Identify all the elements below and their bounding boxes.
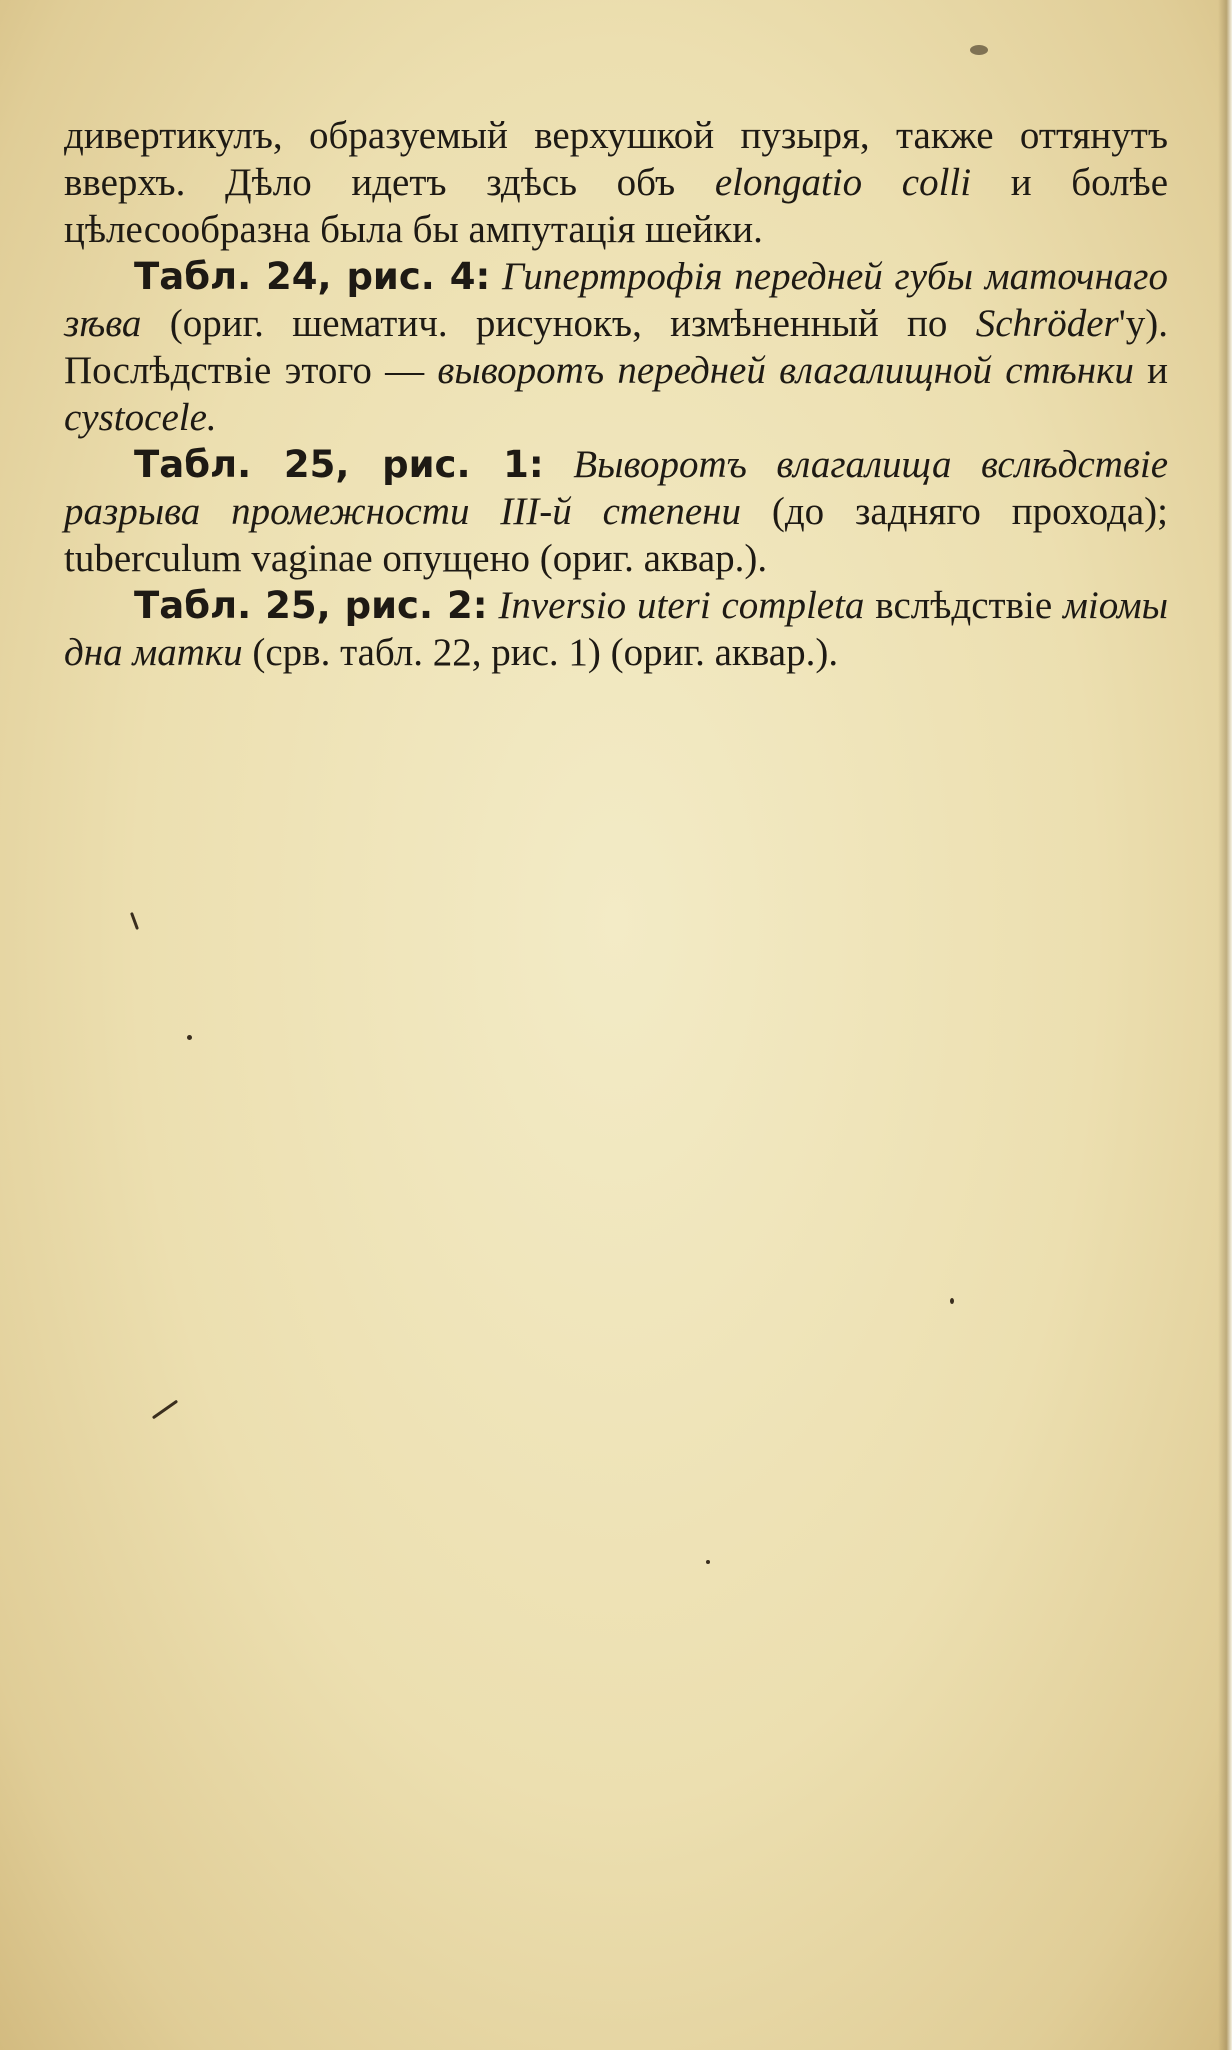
text-run: (до задняго прохода); tuberculum vaginae опущено (ориг. аквар.).: [64, 490, 1168, 580]
figure-label: Табл. 24, рис. 4:: [134, 255, 491, 298]
italic-term: Гипертрофія передней губы маточнаго зѣва: [64, 255, 1169, 345]
figure-label: Табл. 25, рис. 1:: [134, 443, 544, 486]
page-edge: [1218, 0, 1232, 2050]
italic-term: Выворотъ влагалища вслѣдствіе разрыва промежности III-й степени: [64, 443, 1169, 533]
paper-speck: [950, 1298, 954, 1304]
figure-label: Табл. 25, рис. 2:: [134, 584, 488, 627]
author-name: Schröder: [975, 302, 1119, 345]
paragraph-1: [64, 112, 1168, 253]
italic-term: выворотъ передней влагалищной стѣнки: [437, 349, 1134, 392]
latin-term: cystocele.: [64, 396, 217, 439]
paper-speck: [130, 912, 139, 930]
text-run: и: [1133, 349, 1169, 392]
text-run: вслѣдствіе: [864, 584, 1063, 627]
italic-term: міомы дна матки: [64, 584, 1169, 674]
paper-speck: [187, 1035, 192, 1040]
page-text: [64, 112, 1168, 676]
paper-speck: [152, 1400, 178, 1420]
text-run: (ориг. шематич. рисунокъ, измѣненный по: [141, 302, 976, 345]
figure-caption-25-2: [64, 582, 1168, 676]
text-run: дивертикулъ, образуемый верхушкой пузыря, также оттянутъ вверхъ. Дѣло идетъ здѣсь объ: [64, 114, 1168, 204]
text-run: (срв. табл. 22, рис. 1) (ориг. аквар.).: [242, 631, 839, 674]
figure-caption-24-4: [64, 253, 1168, 441]
paper-speck: [970, 45, 988, 55]
latin-term: Inversio uteri completa: [498, 584, 865, 627]
figure-caption-25-1: [64, 441, 1168, 582]
latin-term: elongatio colli: [714, 161, 972, 204]
text-run: 'у). Послѣдствіе этого —: [64, 302, 1168, 392]
paper-speck: [706, 1560, 710, 1564]
text-run: и болѣе цѣлесообразна была бы ампутація шейки.: [64, 161, 1168, 251]
